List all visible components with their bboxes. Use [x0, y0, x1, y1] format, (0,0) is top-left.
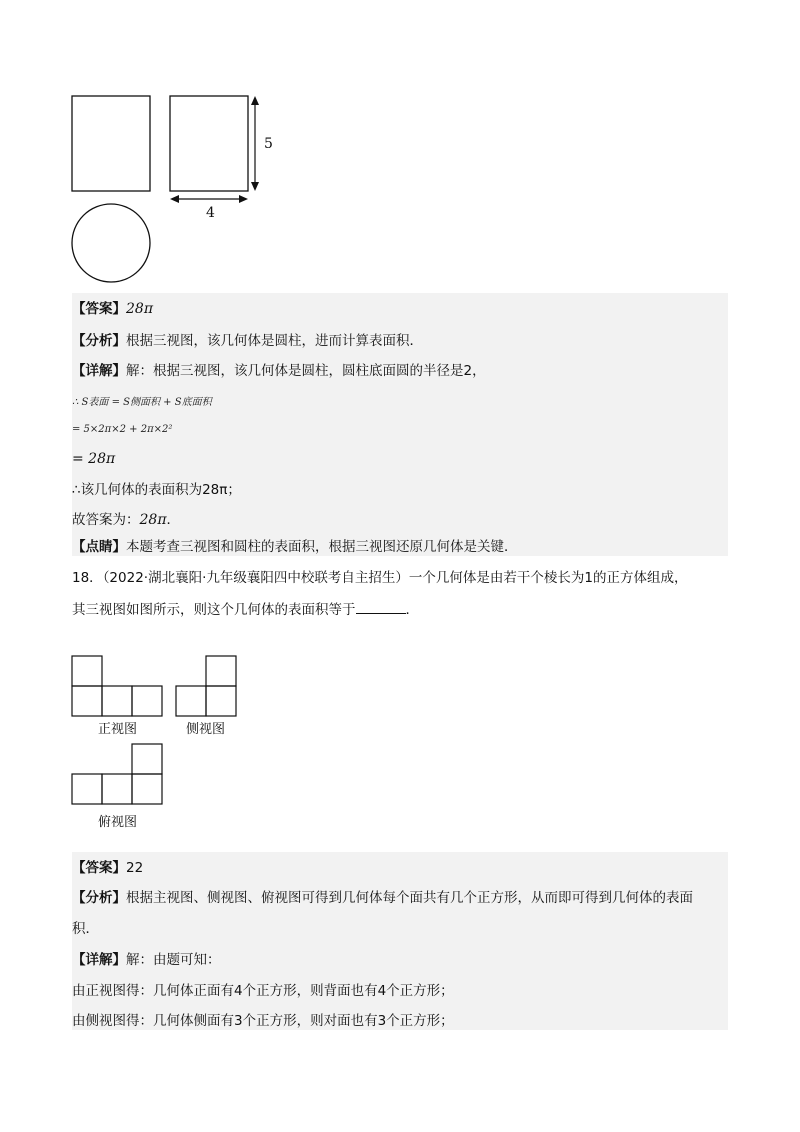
- side-view-rectangle: [170, 96, 248, 191]
- answer-value-18: 22: [126, 860, 144, 876]
- detail-line-18: [72, 951, 221, 969]
- note-tag: 【点睛】: [72, 539, 126, 555]
- equation-line-1: [72, 392, 212, 412]
- analysis-line-18-b: [72, 920, 99, 938]
- analysis-line-18-a: [72, 889, 693, 907]
- analysis-text: 根据三视图，该几何体是圆柱，进而计算表面积．: [126, 333, 423, 349]
- final-answer-line-1: [72, 511, 180, 529]
- final-prefix: 故答案为：: [72, 512, 140, 528]
- detail-tag: 【详解】: [72, 363, 126, 379]
- equation-surface-sum: ∴ S表面 = S侧面积 + S底面积: [72, 397, 212, 408]
- step-2-text: 由侧视图得：几何体侧面有3个正方形，则对面也有3个正方形；: [72, 1013, 454, 1029]
- answer-blank: [356, 601, 406, 614]
- answer-block-18: [72, 852, 728, 1030]
- analysis-tag: 【分析】: [72, 333, 126, 349]
- equation-result: = 28π: [72, 451, 116, 467]
- top-view-grid: [72, 744, 162, 804]
- cylinder-three-views-figure: [60, 85, 290, 290]
- side-view-grid: [176, 656, 236, 716]
- equation-substitution: = 5×2π×2 + 2π×2²: [72, 424, 173, 435]
- question-text-2-suffix: ．: [405, 602, 419, 618]
- question-text-2: 其三视图如图所示，则这个几何体的表面积等于: [72, 602, 356, 618]
- conclusion-line-1: [72, 481, 241, 499]
- front-view-label: 正视图: [98, 722, 138, 737]
- width-label: 4: [206, 205, 215, 221]
- conclusion-text: ∴该几何体的表面积为28π；: [72, 482, 241, 498]
- question-number: 18．: [72, 570, 103, 586]
- top-view-circle: [72, 204, 150, 282]
- cube-three-views-figure: [60, 645, 260, 815]
- question-18-line-1: [72, 569, 687, 587]
- front-view-grid: [72, 656, 162, 716]
- analysis-text-18-b: 积．: [72, 921, 99, 937]
- note-text: 本题考查三视图和圆柱的表面积，根据三视图还原几何体是关键．: [126, 539, 518, 555]
- note-line-1: [72, 538, 518, 556]
- answer-tag: 【答案】: [72, 301, 126, 317]
- equation-line-3: [72, 450, 115, 468]
- equation-line-2: [72, 419, 172, 439]
- detail-text: 解：根据三视图，该几何体是圆柱，圆柱底面圆的半径是2，: [126, 363, 486, 379]
- answer-line-18: [72, 859, 143, 877]
- question-source: （2022·湖北襄阳·九年级襄阳四中校联考自主招生）: [102, 570, 409, 586]
- top-view-label: 俯视图: [98, 815, 138, 830]
- question-text-1: 一个几何体是由若干个棱长为1的正方体组成，: [408, 570, 688, 586]
- answer-line-1: [72, 300, 153, 318]
- width-arrow-right: [239, 195, 248, 203]
- analysis-text-18-a: 根据主视图、侧视图、俯视图可得到几何体每个面共有几个正方形，从而即可得到几何体的表面: [126, 890, 693, 906]
- step-line-1: [72, 982, 454, 1000]
- height-label: 5: [264, 136, 273, 152]
- final-suffix: ．: [166, 512, 181, 528]
- final-value: 28π: [139, 512, 167, 528]
- step-line-2: [72, 1012, 454, 1030]
- detail-text-18: 解：由题可知：: [126, 952, 221, 968]
- detail-line-1: [72, 362, 486, 380]
- height-arrow-top: [251, 96, 259, 105]
- detail-tag-18: 【详解】: [72, 952, 126, 968]
- side-view-label: 侧视图: [186, 722, 226, 737]
- front-view-rectangle: [72, 96, 150, 191]
- height-arrow-bottom: [251, 182, 259, 191]
- analysis-line-1: [72, 332, 423, 350]
- answer-tag-18: 【答案】: [72, 860, 126, 876]
- step-1-text: 由正视图得：几何体正面有4个正方形，则背面也有4个正方形；: [72, 983, 454, 999]
- analysis-tag-18: 【分析】: [72, 890, 126, 906]
- width-arrow-left: [170, 195, 179, 203]
- question-18-line-2: [72, 601, 419, 619]
- answer-value: 28π: [126, 301, 154, 317]
